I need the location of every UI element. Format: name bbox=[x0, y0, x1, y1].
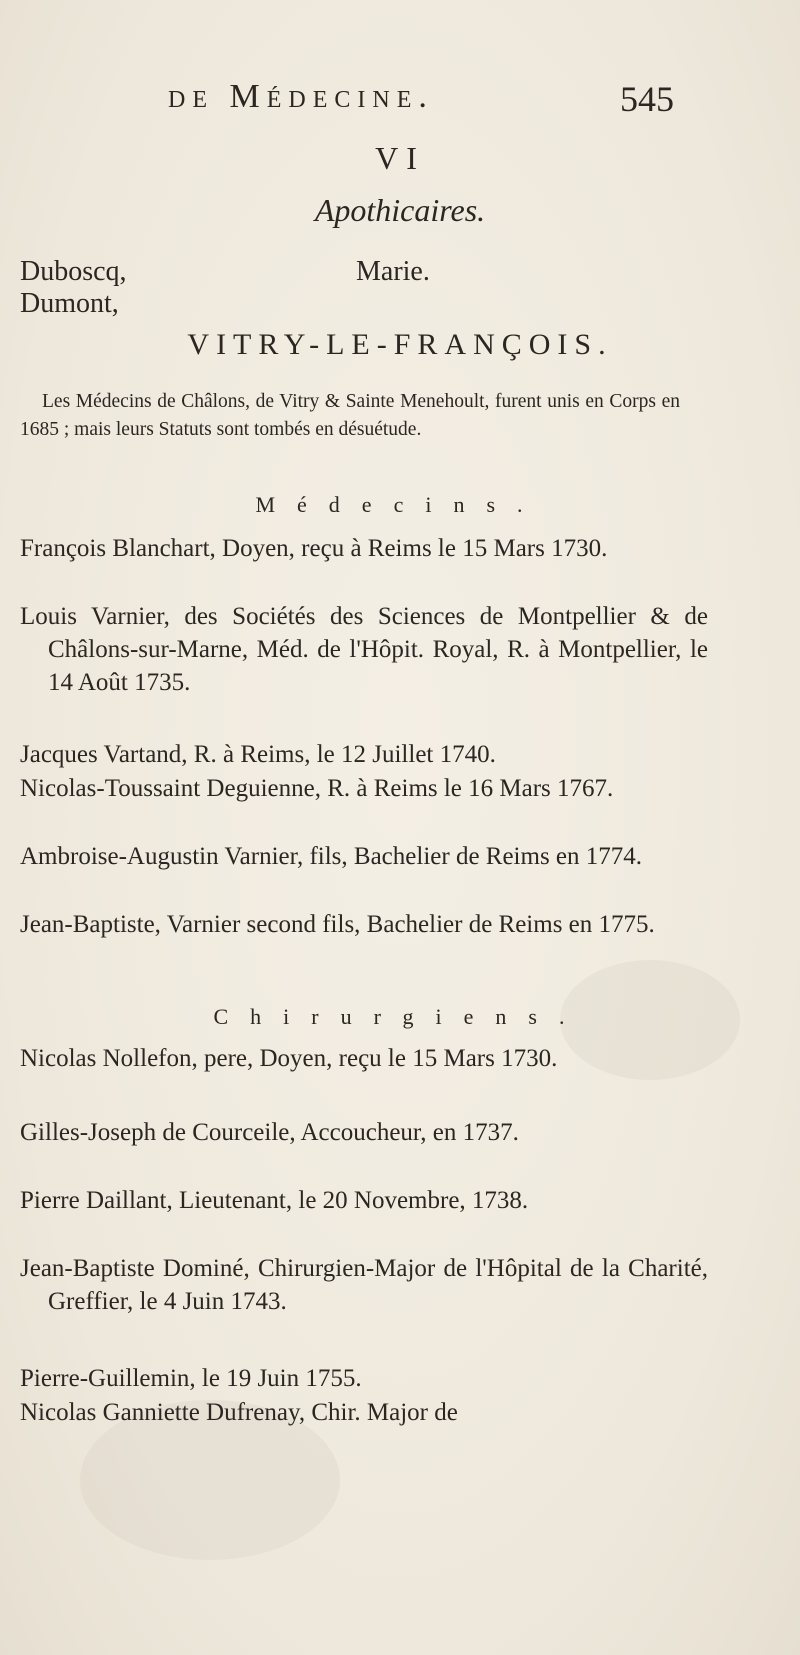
list-item: Ambroise-Augustin Varnier, fils, Bachelier de Reims en 1774. bbox=[20, 843, 643, 870]
apothecary-name: Marie. bbox=[356, 256, 430, 287]
apothecary-name: Duboscq, bbox=[20, 256, 127, 287]
list-item: Nicolas Ganniette Dufrenay, Chir. Major de bbox=[20, 1399, 458, 1426]
list-item: Louis Varnier, des Sociétés des Sciences de Montpellier & de Châlons-sur-Marne, Méd. de l'Hôpit. Royal, R. à Montpellier, le 14 Août 1735. bbox=[20, 603, 708, 696]
list-item: François Blanchart, Doyen, reçu à Reims le 15 Mars 1730. bbox=[20, 535, 608, 562]
chirurgiens-title: Chirurgiens. bbox=[213, 1004, 587, 1029]
apothecary-name: Dumont, bbox=[20, 288, 119, 319]
list-item: Nicolas Nollefon, pere, Doyen, reçu le 15 Mars 1730. bbox=[20, 1045, 558, 1072]
page-header bbox=[0, 78, 800, 118]
list-item: Pierre-Guillemin, le 19 Juin 1755. bbox=[20, 1365, 362, 1392]
section-numeral: VI bbox=[375, 140, 425, 176]
list-item: Jean-Baptiste Dominé, Chirurgien-Major de l'Hôpital de la Charité, Greffier, le 4 Juin 1743. bbox=[20, 1255, 708, 1315]
medecins-title: Médecins. bbox=[255, 492, 545, 517]
list-item: Nicolas-Toussaint Deguienne, R. à Reims le 16 Mars 1767. bbox=[20, 775, 614, 802]
list-item: Jacques Vartand, R. à Reims, le 12 Juillet 1740. bbox=[20, 741, 496, 768]
running-title: de Médecine. bbox=[168, 78, 434, 115]
intro-paragraph: Les Médecins de Châlons, de Vitry & Sainte Menehoult, furent unis en Corps en 1685 ; mais leurs Statuts sont tombés en désuétude. bbox=[20, 391, 680, 440]
town-intro bbox=[20, 388, 680, 444]
list-item: Jean-Baptiste, Varnier second fils, Bachelier de Reims en 1775. bbox=[20, 911, 655, 938]
page-number: 545 bbox=[620, 79, 674, 119]
town-title: VITRY-LE-FRANÇOIS. bbox=[187, 328, 613, 361]
list-item: Gilles-Joseph de Courceile, Accoucheur, en 1737. bbox=[20, 1119, 519, 1146]
list-item: Pierre Daillant, Lieutenant, le 20 Novembre, 1738. bbox=[20, 1187, 529, 1214]
section-title: Apothicaires. bbox=[314, 192, 486, 228]
